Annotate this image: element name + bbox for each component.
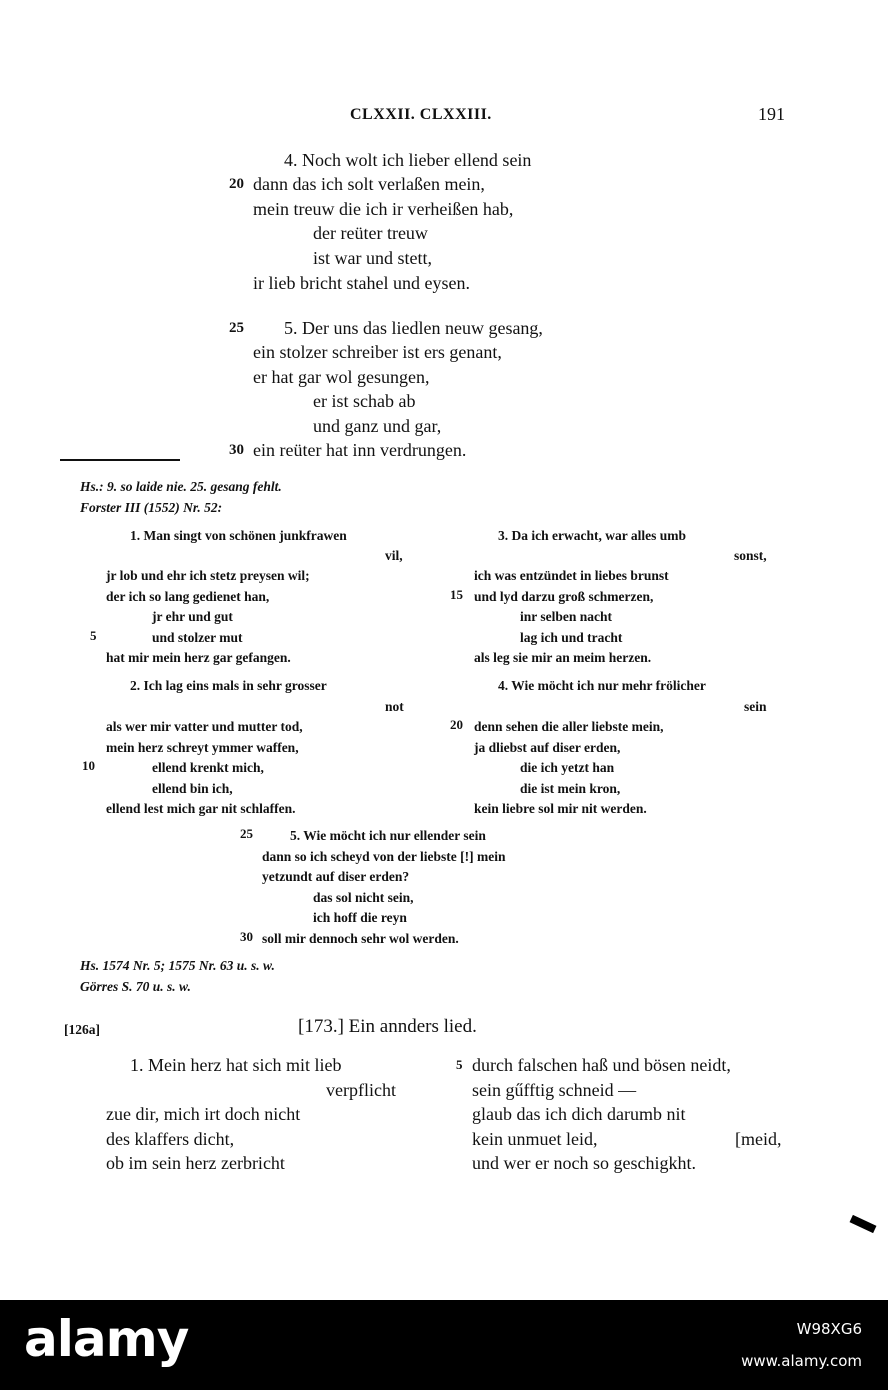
variant-line: die ist mein kron, bbox=[520, 781, 621, 796]
variant-line: soll mir dennoch sehr wol werden. bbox=[262, 931, 459, 946]
margin-reference: [126a] bbox=[64, 1022, 100, 1037]
chapter-header: CLXXII. CLXXIII. bbox=[350, 106, 492, 123]
footnote-rule bbox=[60, 459, 180, 461]
variant-line: mein herz schreyt ymmer waffen, bbox=[106, 740, 299, 755]
song-line: durch falschen haß und bösen neidt, bbox=[472, 1055, 731, 1075]
variant-line: das sol nicht sein, bbox=[313, 890, 414, 905]
forster-note: Forster III (1552) Nr. 52: bbox=[80, 500, 223, 515]
line-number: 30 bbox=[229, 442, 244, 458]
variant-line: und lyd darzu groß schmerzen, bbox=[474, 589, 654, 604]
poem-line: der reüter treuw bbox=[313, 223, 428, 243]
line-number: 5 bbox=[456, 1057, 463, 1072]
variant-line: not bbox=[385, 699, 404, 714]
variant-line: ich hoff die reyn bbox=[313, 910, 407, 925]
site-url: www.alamy.com bbox=[741, 1352, 862, 1370]
variant-line: ellend krenkt mich, bbox=[152, 760, 264, 775]
variant-line: ich was entzündet in liebes brunst bbox=[474, 568, 669, 583]
variant-line: ellend lest mich gar nit schlaffen. bbox=[106, 801, 296, 816]
variant-line: 5. Wie möcht ich nur ellender sein bbox=[290, 828, 486, 843]
song-line: des klaffers dicht, bbox=[106, 1129, 235, 1149]
line-number: 30 bbox=[240, 929, 253, 944]
line-number: 25 bbox=[240, 826, 253, 841]
variant-line: als leg sie mir an meim herzen. bbox=[474, 650, 652, 665]
variant-line: ellend bin ich, bbox=[152, 781, 233, 796]
poem-line: ein stolzer schreiber ist ers genant, bbox=[253, 342, 502, 362]
source-ref: Hs. 1574 Nr. 5; 1575 Nr. 63 u. s. w. bbox=[80, 958, 275, 973]
poem-line: ein reüter hat inn verdrungen. bbox=[253, 440, 467, 460]
image-id: W98XG6 bbox=[796, 1320, 862, 1338]
song-line: zue dir, mich irt doch nicht bbox=[106, 1104, 301, 1124]
poem-line: und ganz und gar, bbox=[313, 416, 442, 436]
song-line: kein unmuet leid, bbox=[472, 1129, 598, 1149]
variant-line: 1. Man singt von schönen junkfrawen bbox=[130, 528, 347, 543]
song-line: glaub das ich dich darumb nit bbox=[472, 1104, 686, 1124]
variant-line: 4. Wie möcht ich nur mehr frölicher bbox=[498, 678, 706, 693]
variant-line: yetzundt auf diser erden? bbox=[262, 869, 410, 884]
variant-line: 3. Da ich erwacht, war alles umb bbox=[498, 528, 686, 543]
variant-line: ja dliebst auf diser erden, bbox=[474, 740, 621, 755]
variant-line: sonst, bbox=[734, 548, 767, 563]
manuscript-note: Hs.: 9. so laide nie. 25. gesang fehlt. bbox=[80, 479, 282, 494]
poem-line: dann das ich solt verlaßen mein, bbox=[253, 174, 485, 194]
variant-line: die ich yetzt han bbox=[520, 760, 615, 775]
variant-line: inr selben nacht bbox=[520, 609, 613, 624]
line-number: 20 bbox=[229, 176, 244, 192]
poem-line: mein treuw die ich ir verheißen hab, bbox=[253, 199, 514, 219]
line-number: 5 bbox=[90, 628, 97, 643]
variant-line: jr lob und ehr ich stetz preysen wil; bbox=[106, 568, 310, 583]
line-number: 15 bbox=[450, 587, 463, 602]
song-line: sein gűfftig schneid — bbox=[472, 1080, 637, 1100]
poem-line: 5. Der uns das liedlen neuw gesang, bbox=[284, 318, 543, 338]
variant-line: dann so ich scheyd von der liebste [!] mein bbox=[262, 849, 506, 864]
poem-line: er hat gar wol gesungen, bbox=[253, 367, 430, 387]
source-ref: Görres S. 70 u. s. w. bbox=[80, 979, 191, 994]
poem-line: 4. Noch wolt ich lieber ellend sein bbox=[284, 150, 532, 170]
scan-artifact bbox=[850, 1215, 877, 1233]
variant-line: und stolzer mut bbox=[152, 630, 243, 645]
variant-line: jr ehr und gut bbox=[152, 609, 233, 624]
line-number: 20 bbox=[450, 717, 463, 732]
variant-line: kein liebre sol mir nit werden. bbox=[474, 801, 647, 816]
song-line: und wer er noch so geschigkht. bbox=[472, 1153, 696, 1173]
variant-line: sein bbox=[744, 699, 767, 714]
song-line: 1. Mein herz hat sich mit lieb bbox=[130, 1055, 342, 1075]
alamy-logo: alamy bbox=[24, 1310, 189, 1368]
line-number: 10 bbox=[82, 758, 95, 773]
variant-line: hat mir mein herz gar gefangen. bbox=[106, 650, 291, 665]
poem-line: er ist schab ab bbox=[313, 391, 416, 411]
line-number: 25 bbox=[229, 320, 244, 336]
song-line: ob im sein herz zerbricht bbox=[106, 1153, 285, 1173]
variant-line: als wer mir vatter und mutter tod, bbox=[106, 719, 303, 734]
poem-line: ist war und stett, bbox=[313, 248, 432, 268]
page-number: 191 bbox=[758, 104, 785, 124]
variant-line: lag ich und tracht bbox=[520, 630, 623, 645]
song-line: [meid, bbox=[735, 1129, 782, 1149]
variant-line: 2. Ich lag eins mals in sehr grosser bbox=[130, 678, 327, 693]
poem-line: ir lieb bricht stahel und eysen. bbox=[253, 273, 470, 293]
variant-line: denn sehen die aller liebste mein, bbox=[474, 719, 664, 734]
variant-line: der ich so lang gedienet han, bbox=[106, 589, 270, 604]
song-title: [173.] Ein annders lied. bbox=[298, 1016, 477, 1037]
variant-line: vil, bbox=[385, 548, 403, 563]
song-line: verpflicht bbox=[326, 1080, 396, 1100]
